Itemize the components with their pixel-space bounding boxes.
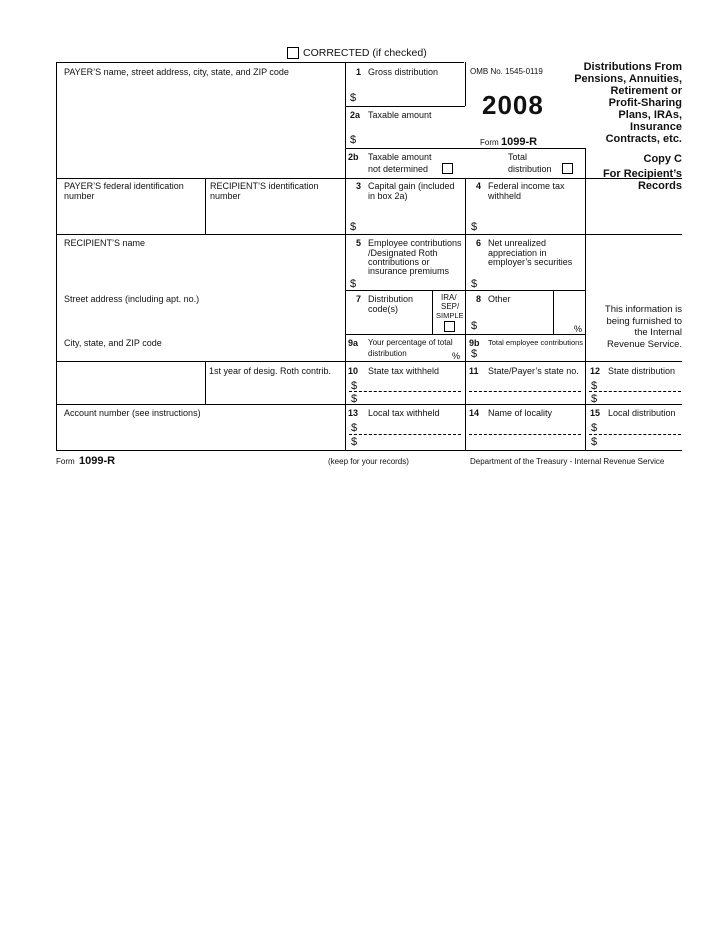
total-distribution-label: Total — [508, 152, 528, 162]
department-label: Department of the Treasury - Internal Revenue Service — [470, 457, 665, 466]
box-10-number: 10 — [348, 366, 359, 376]
rule — [56, 404, 682, 405]
box-6-label: Net unrealized — [488, 238, 547, 248]
box-6-dollar: $ — [471, 278, 478, 290]
box-10-dollar-2: $ — [351, 393, 358, 405]
dashed-rule — [469, 391, 581, 392]
box-11-label: State/Payer’s state no. — [488, 366, 579, 376]
rule — [465, 62, 466, 106]
tax-year: 2008 — [482, 90, 544, 120]
copy-label: Copy C — [643, 153, 682, 165]
box-5-label-2: /Designated Roth — [368, 248, 438, 258]
payer-id-label: PAYER’S federal identification — [64, 181, 184, 191]
box-6-label-3: employer’s securities — [488, 257, 573, 267]
box-9b-label: Total employee contributions — [488, 338, 584, 347]
box-1-label: Gross distribution — [368, 67, 439, 77]
footer-form-prefix: Form — [56, 457, 75, 466]
box-11-number: 11 — [469, 366, 479, 376]
box-9a-label: Your percentage of total — [368, 338, 453, 347]
box-12-dollar-2: $ — [591, 393, 598, 405]
form-left-border — [56, 62, 57, 450]
box-5-number: 5 — [356, 238, 362, 248]
payer-id-label-2: number — [64, 191, 95, 201]
form-top-border — [56, 62, 464, 63]
dashed-rule — [589, 391, 681, 392]
box-4-label-2: withheld — [488, 191, 522, 201]
rule — [432, 290, 433, 334]
box-8-number: 8 — [476, 294, 482, 304]
ira-sep-simple-checkbox[interactable] — [444, 321, 455, 332]
box-12-number: 12 — [590, 366, 601, 376]
irs-notice: This information is being furnished to the Internal Revenue Service. — [604, 304, 682, 350]
roth-year-label: 1st year of desig. Roth contrib. — [209, 366, 332, 376]
form-bottom-border — [56, 450, 682, 451]
box-15-label: Local distribution — [608, 408, 676, 418]
dashed-rule — [349, 434, 461, 435]
rule — [345, 148, 585, 149]
box-5-dollar: $ — [350, 278, 357, 290]
rule — [345, 106, 465, 107]
payer-name-label: PAYER’S name, street address, city, state, and ZIP code — [64, 67, 289, 77]
box-5-label-4: insurance premiums — [368, 266, 450, 276]
rule — [585, 361, 586, 450]
box-3-label-2: in box 2a) — [368, 191, 408, 201]
rule — [205, 178, 206, 234]
box-13-number: 13 — [348, 408, 359, 418]
copy-subtitle: For Recipient’s Records — [602, 168, 682, 192]
form-prefix: Form — [480, 138, 499, 147]
rule — [465, 290, 466, 334]
form-name: 1099-R — [501, 136, 538, 148]
box-9a-number: 9a — [348, 338, 359, 348]
box-4-label: Federal income tax — [488, 181, 565, 191]
rule — [205, 361, 206, 404]
dashed-rule — [469, 434, 581, 435]
keep-for-records: (keep for your records) — [328, 457, 409, 466]
box-1-dollar: $ — [350, 92, 357, 104]
box-4-dollar: $ — [471, 221, 478, 233]
box-7-label: Distribution — [368, 294, 414, 304]
box-13-dollar: $ — [351, 422, 358, 434]
box-2a-dollar: $ — [350, 134, 357, 146]
recipient-id-label: RECIPIENT’S identification — [210, 181, 319, 191]
box-2b-label-2: not determined — [368, 164, 429, 174]
box-12-label: State distribution — [608, 366, 676, 376]
ira-label: IRA/ — [441, 293, 457, 302]
dashed-rule — [349, 391, 461, 392]
box-5-label: Employee contributions — [368, 238, 462, 248]
box-10-dollar: $ — [351, 380, 358, 392]
box-3-label: Capital gain (included — [368, 181, 455, 191]
box-15-dollar: $ — [591, 422, 598, 434]
box-14-number: 14 — [469, 408, 480, 418]
box-7-label-2: code(s) — [368, 304, 399, 314]
box-6-label-2: appreciation in — [488, 248, 547, 258]
box-9a-label-2: distribution — [368, 349, 407, 358]
recipient-id-label-2: number — [210, 191, 241, 201]
taxable-not-determined-checkbox[interactable] — [442, 163, 453, 174]
rule — [345, 62, 346, 450]
box-15-dollar-2: $ — [591, 436, 598, 448]
box-12-dollar: $ — [591, 380, 598, 392]
total-distribution-label-2: distribution — [508, 164, 552, 174]
box-4-number: 4 — [476, 181, 482, 191]
rule — [56, 234, 682, 235]
box-5-label-3: contributions or — [368, 257, 430, 267]
box-9a-percent: % — [452, 351, 461, 361]
account-number-label: Account number (see instructions) — [64, 408, 201, 418]
ira-label-2: SEP/ — [441, 302, 460, 311]
box-10-label: State tax withheld — [368, 366, 440, 376]
recipient-name-label: RECIPIENT’S name — [64, 238, 146, 248]
box-2a-label: Taxable amount — [368, 110, 432, 120]
box-9b-dollar: $ — [471, 348, 478, 360]
corrected-label: CORRECTED (if checked) — [303, 47, 427, 59]
street-label: Street address (including apt. no.) — [64, 294, 200, 304]
omb-number: OMB No. 1545-0119 — [470, 67, 543, 76]
box-13-label: Local tax withheld — [368, 408, 440, 418]
box-3-number: 3 — [356, 181, 362, 191]
box-13-dollar-2: $ — [351, 436, 358, 448]
footer-form-name: 1099-R — [79, 455, 116, 467]
box-14-label: Name of locality — [488, 408, 553, 418]
box-9b-number: 9b — [469, 338, 480, 348]
city-label: City, state, and ZIP code — [64, 338, 162, 348]
ira-label-3: SIMPLE — [436, 311, 464, 320]
box-2b-label: Taxable amount — [368, 152, 432, 162]
box-8-dollar: $ — [471, 320, 478, 332]
rule — [553, 290, 554, 334]
rule — [56, 361, 682, 362]
dashed-rule — [589, 434, 681, 435]
box-1-number: 1 — [356, 67, 362, 77]
form-title: Distributions From Pensions, Annuities, Retirement or Profit-Sharing Plans, IRAs, Insurance Contracts, etc. — [574, 61, 682, 145]
box-6-number: 6 — [476, 238, 482, 248]
box-2a-number: 2a — [350, 110, 361, 120]
box-8-label: Other — [488, 294, 511, 304]
box-7-number: 7 — [356, 294, 362, 304]
box-15-number: 15 — [590, 408, 601, 418]
box-3-dollar: $ — [350, 221, 357, 233]
box-2b-number: 2b — [348, 152, 359, 162]
box-8-percent: % — [574, 324, 583, 334]
corrected-checkbox[interactable] — [287, 47, 299, 59]
